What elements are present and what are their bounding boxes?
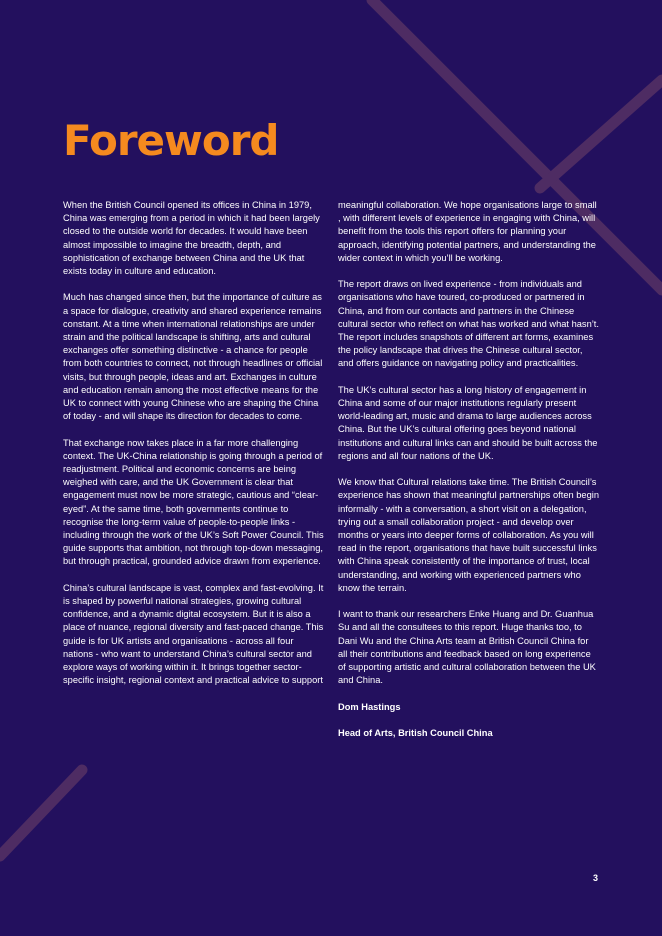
decorative-line-right (540, 80, 662, 188)
right-text-column (338, 199, 600, 753)
paragraph: Much has changed since then, but the importance of culture as a space for dialogue, creativity and shared experience remains constant. At a time when international relationships are under strain and the political landscape is shifting, arts and cultural exchanges offer something distinctive - a chance for people from both countries to connect, not through headlines or official visits, but through people, ideas and art. Exchanges in culture and education remain among the most effective means for the UK to connect with young Chinese who are shaping the China of today - and will shape its direction for decades to come. (63, 292, 323, 422)
paragraph: I want to thank our researchers Enke Huang and Dr. Guanhua Su and all the consultees to this report. Huge thanks too, to Dani Wu and the China Arts team at British Council China for all their contributions and feedback based on long experience of supporting artistic and cultural collaboration between the UK and China. (338, 609, 596, 686)
paragraph: We know that Cultural relations take time. The British Council’s experience has shown that meaningful partnerships often begin informally - with a conversation, a short visit on a delegation, trying out a small collaboration project - and develop over months or years into deeper forms of collaboration. As you will read in the report, organisations that have built successful links with China speak consistently of the importance of trust, local understanding, and working with experienced partners who know the terrain. (338, 477, 599, 593)
paragraph: The UK’s cultural sector has a long history of engagement in China and some of our major institutions regularly present world-leading art, music and drama to large audiences across China. But the UK’s cultural offering goes beyond national institutions and cultural links can and should be built across the regions and all four nations of the UK. (338, 384, 598, 461)
decorative-line-bottom (0, 770, 82, 856)
paragraph: meaningful collaboration. We hope organisations large to small , with different levels of experience in engaging with China, will benefit from the tools this report offers for planning your approach, identifying potential partners, and understanding the wider context in which you’ll be working. (338, 200, 597, 263)
paragraph: China’s cultural landscape is vast, complex and fast-evolving. It is shaped by powerful national strategies, growing cultural confidence, and a dynamic digital ecosystem. But it is also a place of nuance, regional diversity and fast-paced change. This guide is for UK artists and organisations - across all four nations - who want to understand China’s cultural sector and explore ways of working within it. It brings together sector-specific insight, regional context and practical advice to support (63, 582, 324, 686)
paragraph: When the British Council opened its offices in China in 1979, China was emerging from a period in which it had been largely closed to the outside world for decades. It would have been almost impossible to imagine the breadth, depth, and sophistication of exchange between China and the UK that exists today in culture and education. (63, 200, 320, 277)
paragraph: The report draws on lived experience - from individuals and organisations who have toured, co-produced or partnered in China, and from our contacts and partners in the Chinese cultural sector who reflect on what has worked and what hasn’t. The report includes snapshots of different art forms, examines the policy landscape that drives the Chinese cultural sector, and offers guidance on navigating policy and practicalities. (338, 279, 599, 369)
left-text-column (63, 199, 325, 701)
page-number: 3 (592, 873, 598, 883)
page-title: Foreword (63, 116, 279, 165)
signature-role: Head of Arts, British Council China (338, 728, 493, 739)
signature-name: Dom Hastings (338, 701, 401, 712)
paragraph: That exchange now takes place in a far more challenging context. The UK-China relationship is going through a period of readjustment. Political and economic concerns are being weighed with care, and the UK Government is clear that engagement must now be more strategic, cautious and “clear-eyed”. At the same time, both governments continue to recognise the long-term value of people-to-people links - including through the work of the UK’s Soft Power Council. This guide supports that ambition, not through top-down messaging, but through practical, grounded advice drawn from experience. (63, 437, 324, 567)
